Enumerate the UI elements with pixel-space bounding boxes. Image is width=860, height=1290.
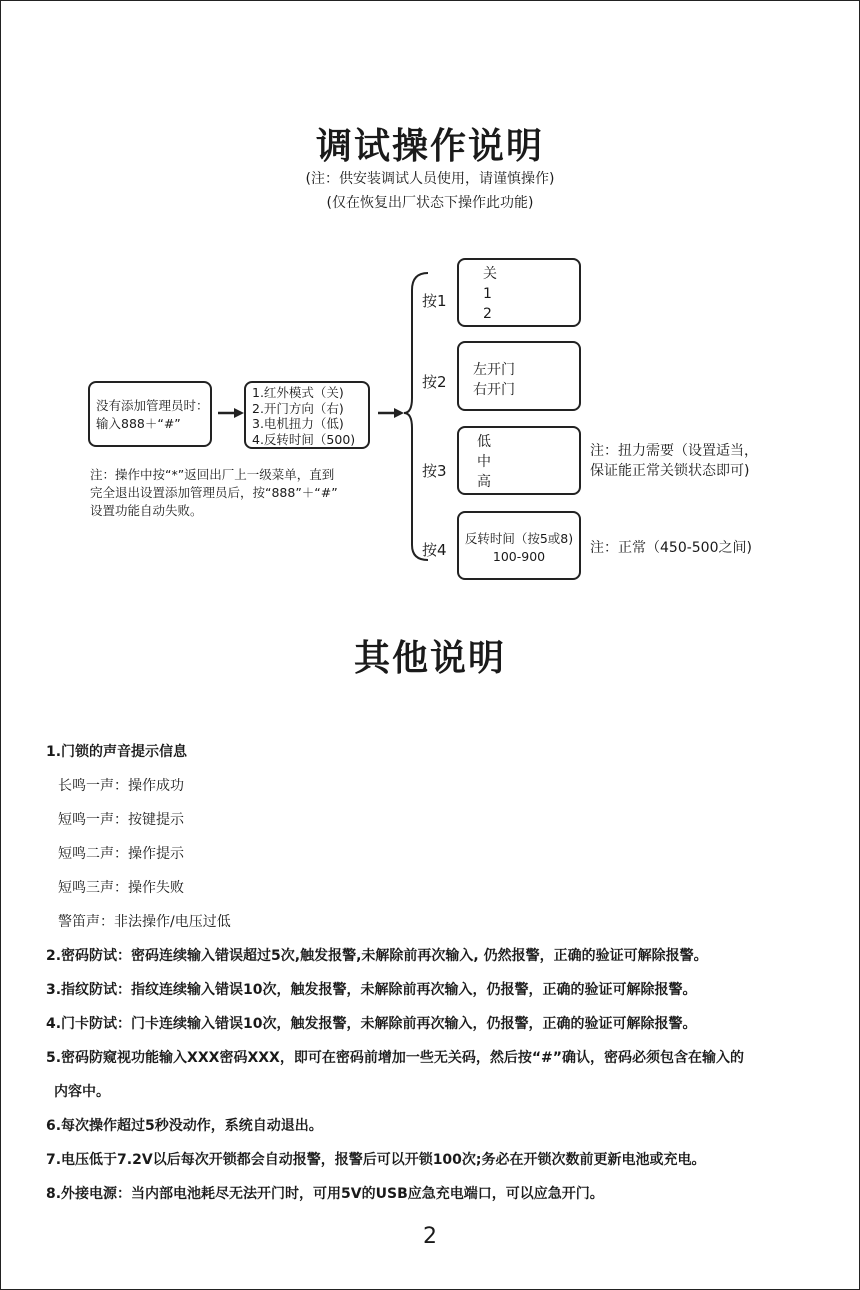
point-card: 4.门卡防试：门卡连续输入错误10次，触发报警，未解除前再次输入，仍报警，正确的验证可解除报警。	[46, 1016, 697, 1032]
option-2: 2	[483, 306, 492, 322]
start-box-line2: 输入888＋“#”	[96, 416, 181, 431]
installer-note: (注：供安装调试人员使用，请谨慎操作)	[305, 171, 555, 187]
branch-key-1: 按1	[422, 292, 447, 310]
option-1: 1	[483, 286, 492, 302]
footnote-line3: 设置功能自动失败。	[90, 503, 203, 518]
torque-note-line2: 保证能正常关锁状态即可)	[590, 463, 750, 479]
option-reverse-range: 100-900	[492, 549, 546, 564]
point-fingerprint: 3.指纹防试：指纹连续输入错误10次，触发报警，未解除前再次输入，仍报警，正确的验证可解除报警。	[46, 982, 697, 998]
footnote-line1: 注：操作中按“*”返回出厂上一级菜单，直到	[90, 467, 335, 482]
sound-item: 长鸣一声：操作成功	[58, 778, 184, 794]
menu-box	[244, 381, 370, 449]
menu-item-4: 4.反转时间（500)	[252, 431, 356, 447]
option-high: 高	[477, 474, 491, 490]
section-title: 其他说明	[353, 638, 506, 679]
point-low-voltage: 7.电压低于7.2V以后每次开锁都会自动报警，报警后可以开锁100次;务必在开锁次数前更新电池或充电。	[46, 1152, 706, 1168]
option-right-open: 右开门	[473, 382, 515, 398]
sound-item: 短鸣一声：按键提示	[58, 812, 184, 828]
factory-state-note: (仅在恢复出厂状态下操作此功能)	[326, 195, 534, 211]
option-reverse-time: 反转时间（按5或8)	[464, 531, 574, 546]
branch-box-2	[457, 341, 581, 411]
option-off: 关	[483, 266, 497, 282]
sound-item: 警笛声：非法操作/电压过低	[58, 914, 231, 930]
option-mid: 中	[477, 454, 491, 470]
sound-item: 短鸣三声：操作失败	[58, 880, 184, 896]
branch-key-2: 按2	[422, 373, 447, 391]
branch-box-3	[457, 426, 581, 495]
branch-box-4	[457, 511, 581, 580]
sound-heading: 1.门锁的声音提示信息	[46, 744, 188, 760]
page-title: 调试操作说明	[315, 126, 544, 167]
point-timeout: 6.每次操作超过5秒没动作，系统自动退出。	[46, 1118, 323, 1134]
menu-item-2: 2.开门方向（右)	[252, 400, 344, 416]
reverse-time-note: 注：正常（450-500之间)	[590, 540, 752, 556]
sound-item: 短鸣二声：操作提示	[58, 846, 184, 862]
option-low: 低	[477, 434, 491, 450]
point-password: 2.密码防试：密码连续输入错误超过5次,触发报警,未解除前再次输入, 仍然报警，正确的验证可解除报警。	[46, 948, 708, 964]
page-number: 2	[423, 1224, 437, 1249]
menu-item-1: 1.红外模式（关)	[252, 385, 344, 400]
footnote-line2: 完全退出设置添加管理员后，按“888”＋“#”	[90, 485, 338, 500]
point-peep-proof-cont: 内容中。	[54, 1084, 110, 1100]
branch-key-4: 按4	[422, 541, 447, 559]
branch-key-3: 按3	[422, 462, 447, 480]
option-left-open: 左开门	[473, 362, 515, 378]
torque-note-line1: 注：扭力需要（设置适当，	[590, 443, 758, 459]
start-box	[88, 381, 212, 447]
branch-box-1	[457, 258, 581, 327]
point-peep-proof: 5.密码防窥视功能输入XXX密码XXX，即可在密码前增加一些无关码，然后按“#”确认，密码必须包含在输入的	[46, 1050, 744, 1066]
menu-item-3: 3.电机扭力（低)	[252, 416, 344, 431]
start-box-line1: 没有添加管理员时：	[96, 398, 209, 413]
point-external-power: 8.外接电源：当内部电池耗尽无法开门时，可用5V的USB应急充电端口，可以应急开门。	[46, 1186, 604, 1202]
